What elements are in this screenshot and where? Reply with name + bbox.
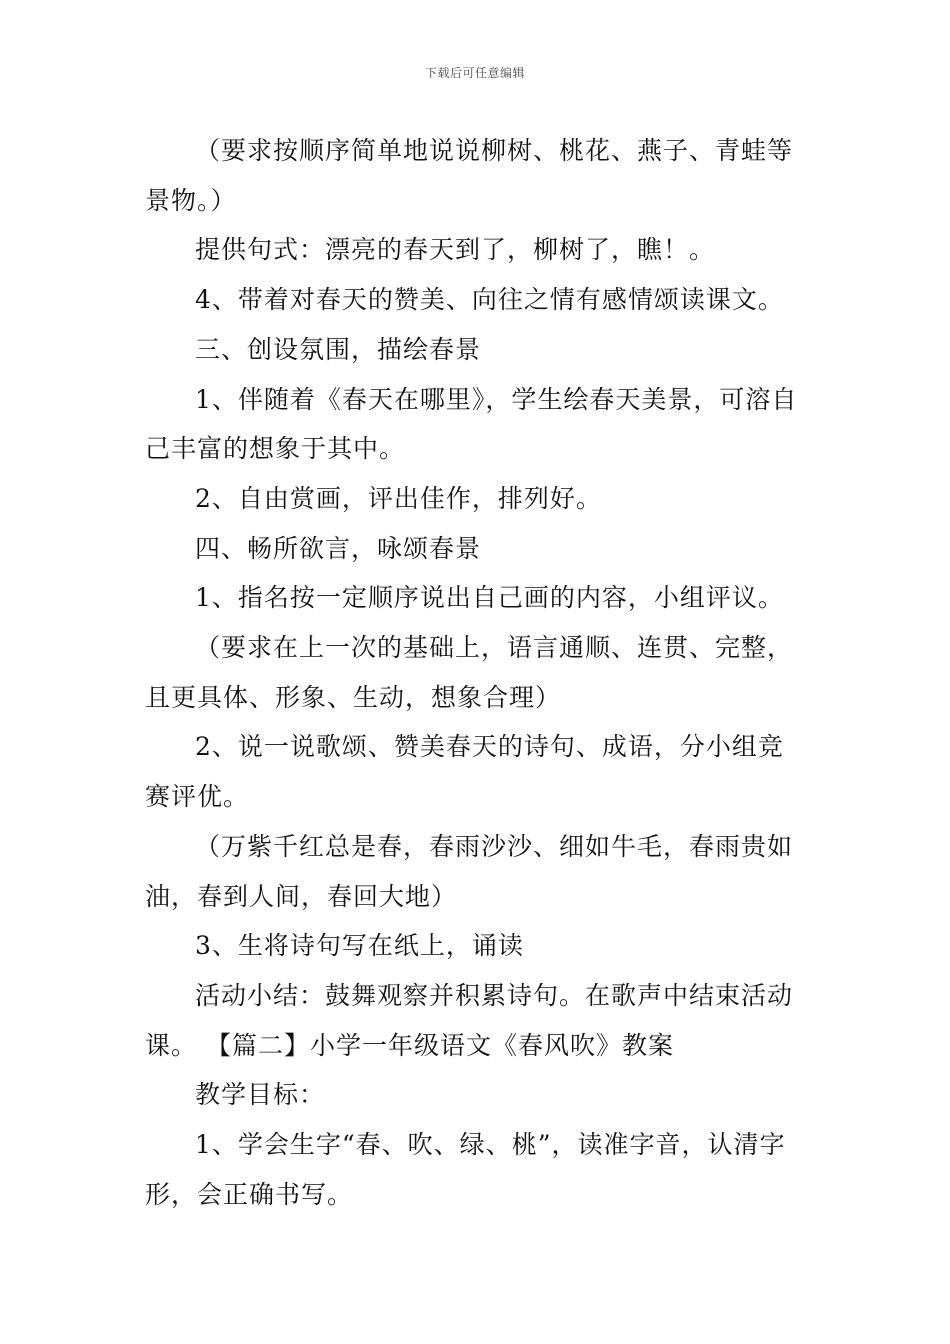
paragraph-teaching-goals-heading: 教学目标： (195, 1080, 326, 1110)
paragraph-goal-1: 1、学会生字“春、吹、绿、桃”，读准字音，认清字形，会正确书写。 (145, 1130, 786, 1209)
page-header-note: 下载后可任意编辑 (424, 66, 525, 80)
paragraph-describe-painting: 1、指名按一定顺序说出自己画的内容，小组评议。 (195, 583, 784, 613)
paragraph-activity-summary: 活动小结：鼓舞观察并积累诗句。在歌声中结束活动课。 【篇二】小学一年级语文《春风吹》教案 (145, 980, 794, 1060)
section-heading-three: 三、创设氛围，描绘春景 (195, 334, 482, 364)
document-body (145, 126, 809, 1219)
paragraph-draw-spring: 1、伴随着《春天在哪里》，学生绘春天美景，可溶自己丰富的想象于其中。 (145, 384, 798, 464)
paragraph-requirement-order: （要求按顺序简单地说说柳树、桃花、燕子、青蛙等景物。） (145, 136, 794, 215)
paragraph-poems-idioms: 2、说一说歌颂、赞美春天的诗句、成语，分小组竞赛评优。 (145, 732, 784, 812)
paragraph-write-poems: 3、生将诗句写在纸上，诵读 (195, 931, 524, 961)
paragraph-appreciate-paintings: 2、自由赏画，评出佳作，排列好。 (195, 483, 602, 513)
section-heading-four: 四、畅所欲言，咏颂春景 (195, 533, 482, 563)
paragraph-requirement-fluency: （要求在上一次的基础上，语言通顺、连贯、完整，且更具体、形象、生动，想象合理） (145, 633, 794, 712)
paragraph-sentence-pattern: 提供句式：漂亮的春天到了，柳树了，瞧！。 (195, 235, 716, 265)
paragraph-idiom-examples: （万紫千红总是春，春雨沙沙、细如牛毛，春雨贵如油，春到人间，春回大地） (145, 831, 794, 911)
paragraph-step-4-read-aloud: 4、带着对春天的赞美、向往之情有感情颂读课文。 (195, 285, 784, 315)
